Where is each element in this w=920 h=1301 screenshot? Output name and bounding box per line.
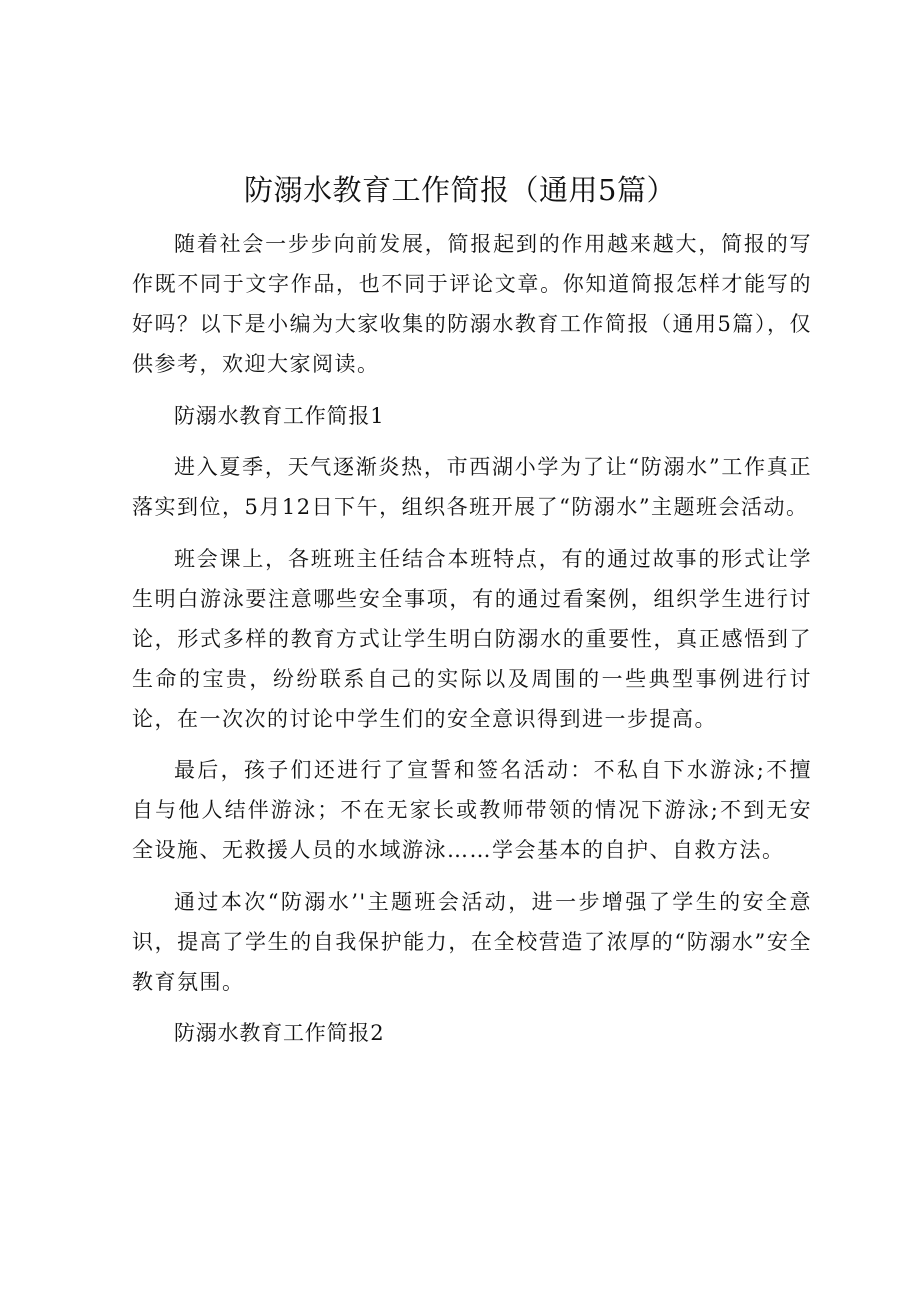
body-paragraph: 班会课上，各班班主任结合本班特点，有的通过故事的形式让学生明白游泳要注意哪些安全事项，有的通过看案例，组织学生进行讨论，形式多样的教育方式让学生明白防溺水的重要性，真正感悟到了生命的宝贵，纷纷联系自己的实际以及周围的一些典型事例进行讨论，在一次次的讨论中学生们的安全意识得到进一步提高。 [132,546,812,731]
body-paragraph: 通过本次“防溺水’'主题班会活动，进一步增强了学生的安全意识，提高了学生的自我保护能力，在全校营造了浓厚的“防溺水”安全教育氛围。 [132,889,812,994]
section-heading-1: 防溺水教育工作简报1 [174,403,385,428]
intro-paragraph: 随着社会一步步向前发展，简报起到的作用越来越大，简报的写作既不同于文字作品，也不同于评论文章。你知道简报怎样才能写的好吗？以下是小编为大家收集的防溺水教育工作简报（通用5篇），仅供参考，欢迎大家阅读。 [132,232,812,376]
body-paragraph: 进入夏季，天气逐渐炎热，市西湖小学为了让“防溺水”工作真正落实到位，5月12日下午，组织各班开展了“防溺水”主题班会活动。 [132,455,812,519]
document-title: 防溺水教育工作简报（通用5篇） [244,173,676,207]
document-body [132,224,812,1065]
section-heading-2: 防溺水教育工作简报2 [174,1021,385,1045]
body-paragraph: 最后，孩子们还进行了宣誓和签名活动：不私自下水游泳;不擅自与他人结伴游泳；不在无家长或教师带领的情况下游泳;不到无安全设施、无救援人员的水域游泳……学会基本的自护、自救方法。 [132,758,812,862]
